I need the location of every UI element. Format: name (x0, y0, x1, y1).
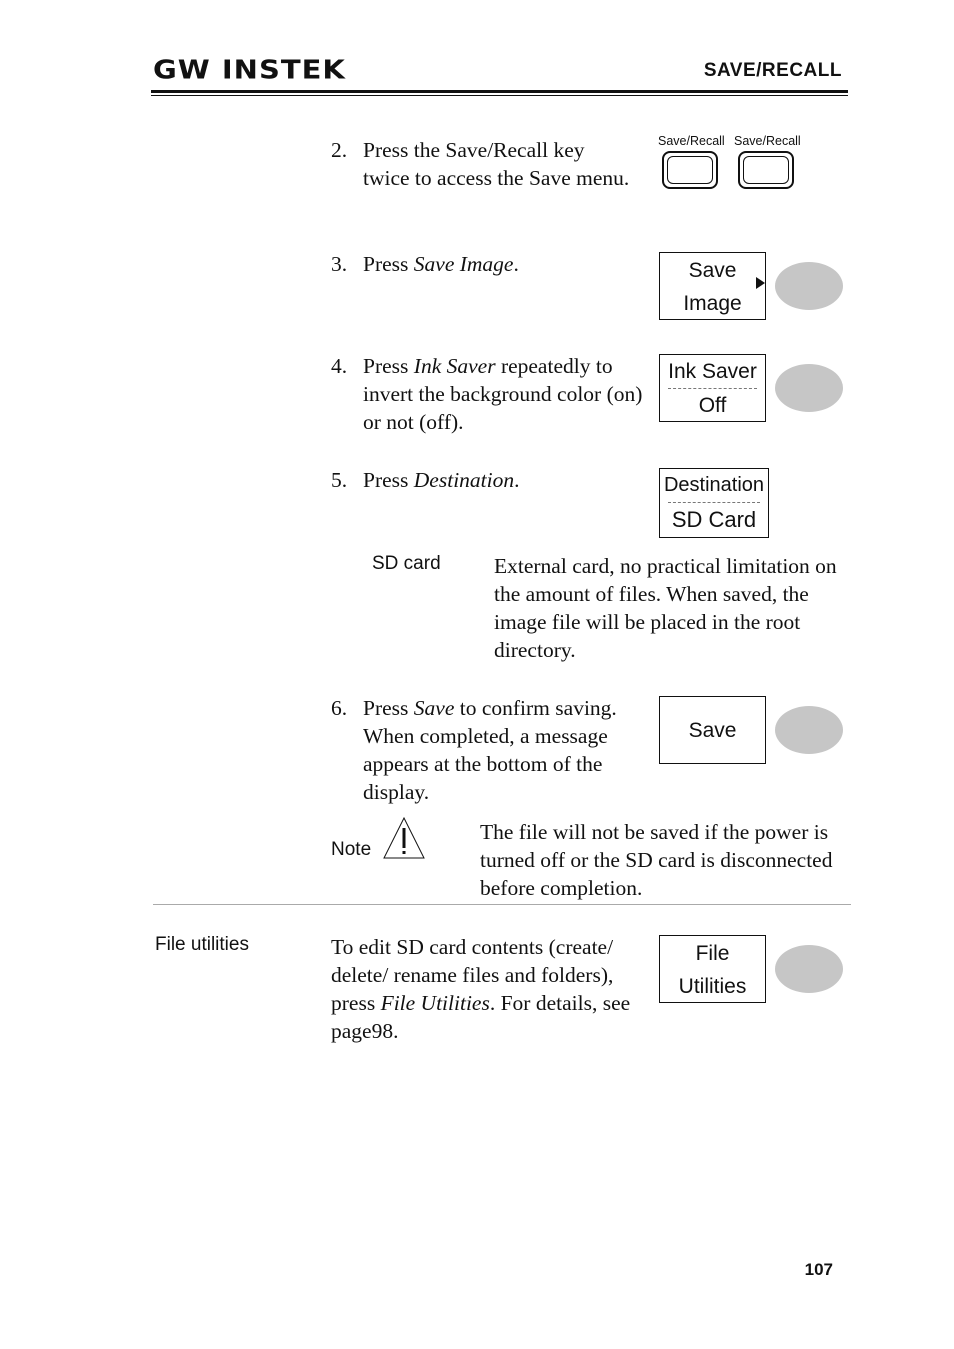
step-text (363, 250, 651, 278)
step-2 (331, 136, 631, 192)
step-text (363, 694, 641, 806)
step-text-part: Press (363, 468, 414, 492)
step-text-part: Press (363, 252, 414, 276)
step-text-part: . (513, 252, 519, 276)
step-text-part: . (514, 468, 520, 492)
sd-card-description: External card, no practical limitation on the amount of files. When saved, the image file will be placed in the root directory. (494, 554, 837, 662)
softkey-save-image-button[interactable] (775, 262, 843, 310)
step-6 (331, 694, 641, 806)
sd-card-label: SD card (372, 553, 441, 574)
save-recall-key-1[interactable] (662, 151, 718, 189)
step-number: 6. (331, 696, 348, 720)
step-text (363, 136, 631, 192)
menu-save-image (659, 252, 766, 320)
section-divider (153, 904, 851, 905)
step-text (363, 466, 651, 494)
submenu-arrow-icon (756, 277, 765, 289)
menu-line-2: Off (698, 394, 727, 417)
menu-line-1: Destination (663, 474, 765, 496)
menu-ink-saver (659, 354, 766, 422)
note-text: The file will not be saved if the power is turned off or the SD card is disconnected before completion. (480, 820, 833, 900)
gw-instek-logo: GW INSTEK (153, 54, 346, 85)
text-part: To edit SD card contents (create/ delete/ rename files and folders), press (331, 935, 614, 1015)
page-number: 107 (804, 1260, 833, 1279)
menu-line-1: Save (688, 719, 737, 742)
step-number: 2. (331, 138, 348, 162)
save-recall-key-2[interactable] (738, 151, 794, 189)
menu-save (659, 696, 766, 764)
step-text-italic: Destination (413, 468, 515, 492)
step-number: 5. (331, 468, 348, 492)
text-italic: File Utilities (380, 991, 490, 1015)
file-utilities-label: File utilities (155, 934, 249, 955)
key-inner (743, 156, 789, 184)
key-inner (667, 156, 713, 184)
menu-line-2: Image (683, 292, 742, 315)
step-number: 3. (331, 252, 348, 276)
step-text-part: repeatedly to invert the background color (on) or not (off). (363, 354, 643, 434)
step-text-italic: Save (413, 696, 455, 720)
step-text (363, 352, 651, 436)
menu-line-2: Utilities (678, 975, 747, 998)
step-5 (331, 466, 651, 494)
step-text-part: Press (363, 354, 414, 378)
header-rule-thin (151, 95, 848, 96)
menu-line-1: Ink Saver (668, 360, 757, 383)
step-number: 4. (331, 354, 348, 378)
note-label: Note (331, 839, 372, 860)
text-part: . For details, see page98. (331, 991, 631, 1043)
softkey-ink-saver-button[interactable] (775, 364, 843, 412)
key-label-save-recall-2: Save/Recall (734, 134, 801, 148)
menu-line-1: File (695, 942, 730, 965)
file-utilities-text (331, 933, 649, 1045)
step-text-part: to confirm saving. When completed, a message appears at the bottom of the display. (363, 696, 617, 804)
key-label-save-recall-1: Save/Recall (658, 134, 725, 148)
header-rule (151, 90, 848, 93)
menu-line-1: Save (688, 259, 737, 282)
warning-triangle-icon (382, 816, 426, 860)
section-title: SAVE/RECALL (703, 60, 842, 81)
step-text-italic: Save Image (413, 252, 514, 276)
softkey-save-button[interactable] (775, 706, 843, 754)
step-4 (331, 352, 651, 436)
step-text-italic: Ink Saver (413, 354, 496, 378)
menu-file-utilities (659, 935, 766, 1003)
step-text-part: Press (363, 696, 414, 720)
menu-destination (659, 468, 769, 538)
menu-line-2: SD Card (671, 507, 757, 532)
softkey-file-utilities-button[interactable] (775, 945, 843, 993)
step-3 (331, 250, 651, 278)
step-text-part: Press the Save/Recall key twice to access the Save menu. (363, 138, 630, 190)
